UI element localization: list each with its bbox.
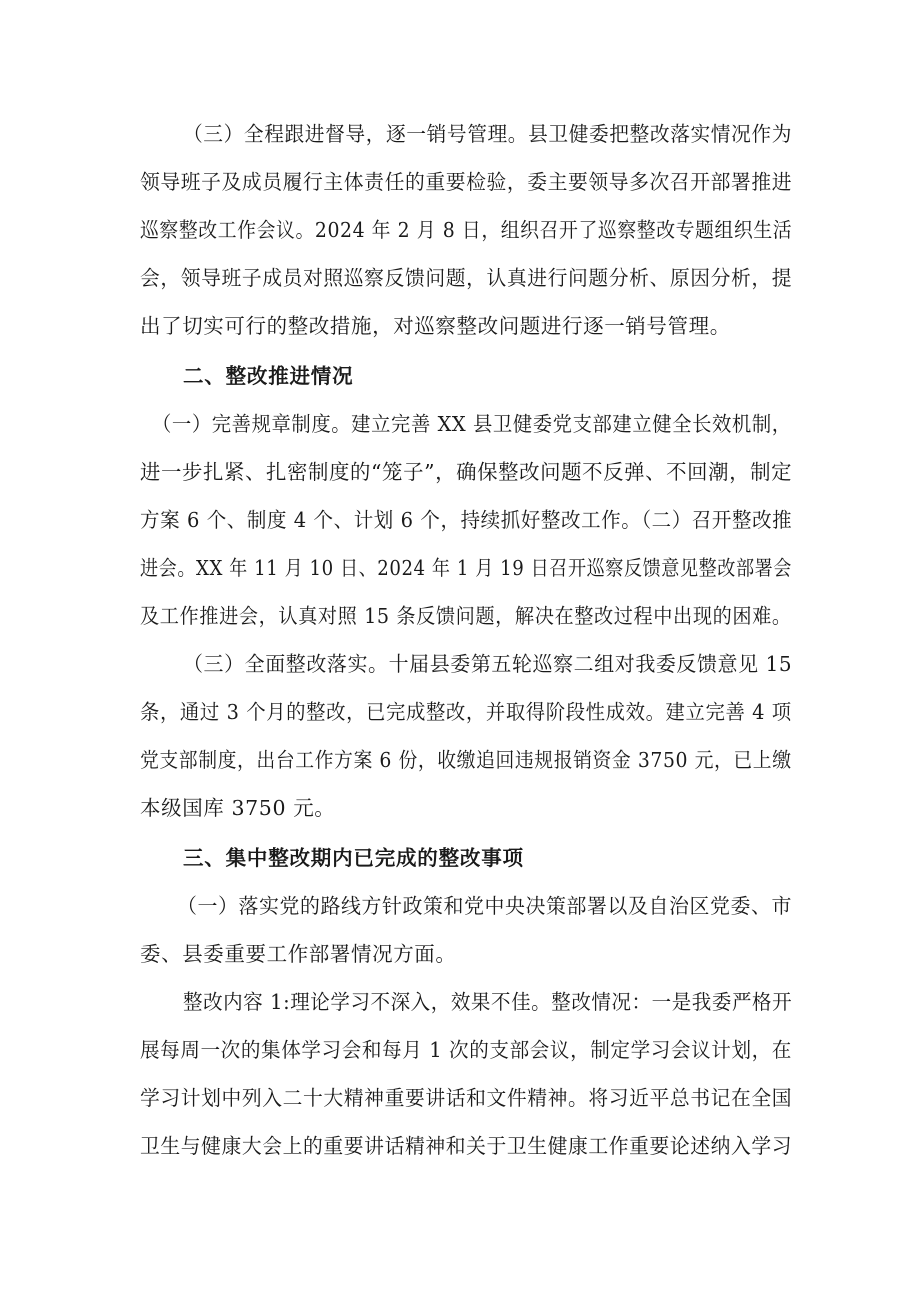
paragraph-line: 卫生与健康大会上的重要讲话精神和关于卫生健康工作重要论述纳入学习: [140, 1134, 793, 1158]
section-heading: 三、集中整改期内已完成的整改事项: [183, 846, 524, 870]
paragraph-line: 进会。XX 年 11 月 10 日、2024 年 1 月 19 日召开巡察反馈意见整改部署会: [140, 556, 792, 580]
paragraph-line: 本级国库 3750 元。: [140, 796, 336, 820]
paragraph-line: 党支部制度，出台工作方案 6 份，收缴追回违规报销资金 3750 元，已上缴: [140, 748, 792, 772]
paragraph-line: 学习计划中列入二十大精神重要讲话和文件精神。将习近平总书记在全国: [140, 1086, 793, 1110]
paragraph-line: 及工作推进会，认真对照 15 条反馈问题，解决在整改过程中出现的困难。: [140, 604, 792, 628]
paragraph-line: 巡察整改工作会议。2024 年 2 月 8 日，组织召开了巡察整改专题组织生活: [140, 218, 793, 242]
paragraph-line: 展每周一次的集体学习会和每月 1 次的支部会议，制定学习会议计划，在: [140, 1038, 792, 1062]
paragraph-line: （一）完善规章制度。建立完善 XX 县卫健委党支部建立健全长效机制，: [152, 412, 792, 436]
paragraph-line: （一）落实党的路线方针政策和党中央决策部署以及自治区党委、市: [177, 894, 793, 918]
paragraph-line: 会，领导班子成员对照巡察反馈问题，认真进行问题分析、原因分析，提: [140, 266, 793, 290]
paragraph-line: 条，通过 3 个月的整改，已完成整改，并取得阶段性成效。建立完善 4 项: [140, 700, 792, 724]
paragraph-line: （三）全面整改落实。十届县委第五轮巡察二组对我委反馈意见 15: [183, 652, 793, 676]
paragraph-line: （三）全程跟进督导，逐一销号管理。县卫健委把整改落实情况作为: [183, 122, 793, 146]
paragraph-line: 进一步扎紧、扎密制度的“笼子”，确保整改问题不反弹、不回潮，制定: [140, 460, 793, 484]
section-heading: 二、整改推进情况: [183, 364, 354, 388]
paragraph-line: 领导班子及成员履行主体责任的重要检验，委主要领导多次召开部署推进: [140, 170, 793, 194]
paragraph-line: 整改内容 1:理论学习不深入，效果不佳。整改情况：一是我委严格开: [183, 990, 793, 1014]
paragraph-line: 委、县委重要工作部署情况方面。: [140, 942, 457, 966]
paragraph-line: 出了切实可行的整改措施，对巡察整改问题进行逐一销号管理。: [140, 314, 731, 338]
paragraph-line: 方案 6 个、制度 4 个、计划 6 个，持续抓好整改工作。（二）召开整改推: [140, 508, 793, 532]
